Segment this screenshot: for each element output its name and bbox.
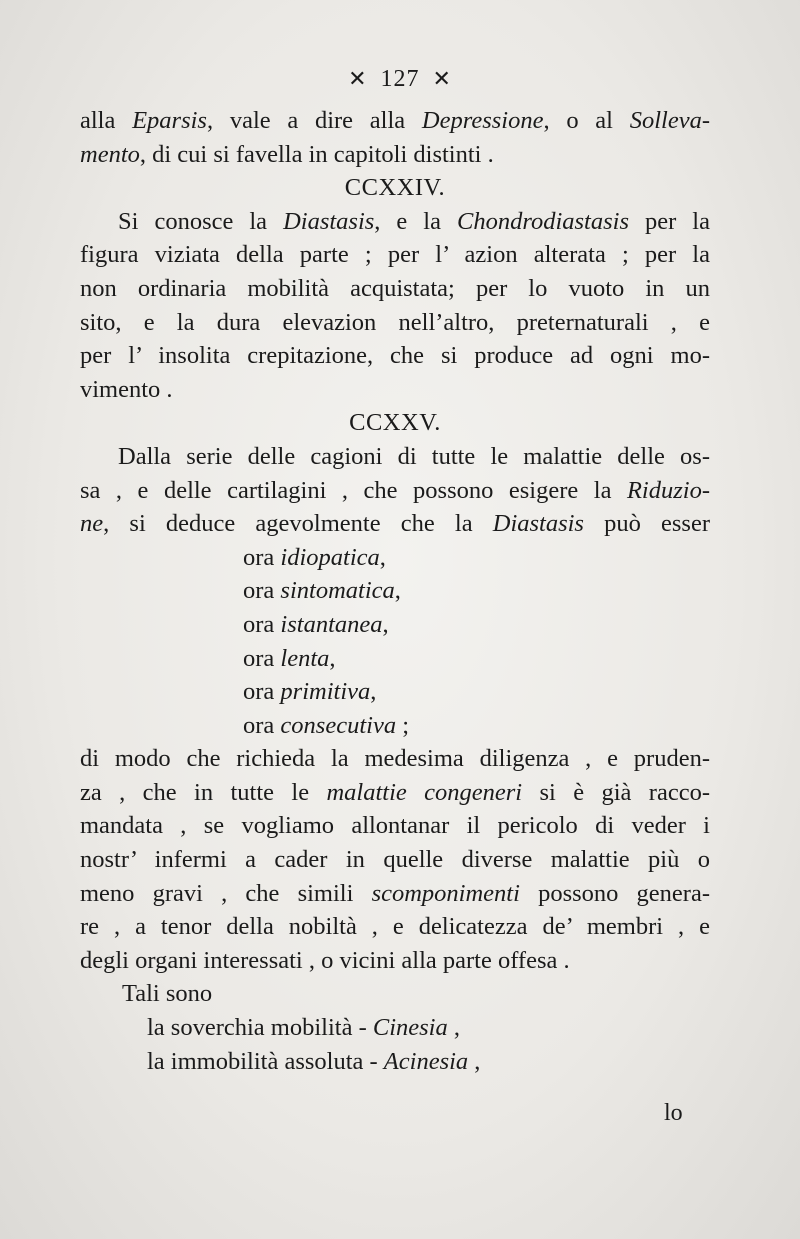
text-run: per la bbox=[629, 207, 710, 235]
italic-term: malattie congeneri bbox=[326, 778, 523, 806]
text-run: Si conosce la bbox=[118, 207, 284, 235]
italic-term: primitiva bbox=[280, 678, 371, 706]
text-run: , bbox=[447, 1014, 460, 1042]
text-run: ora bbox=[243, 711, 281, 739]
text-run: , si deduce agevolmente che la bbox=[103, 510, 493, 538]
text-run: , vale a dire alla bbox=[206, 107, 422, 134]
italic-term: lenta bbox=[280, 644, 330, 672]
text-run: alla bbox=[80, 107, 133, 134]
italic-term: mento bbox=[80, 140, 140, 168]
text-run: , bbox=[329, 644, 336, 672]
text-line: Dalla serie delle cagioni di tutte le malattie delle os- bbox=[118, 442, 710, 470]
text-line: non ordinaria mobilità acquistata; per lo vuoto in un bbox=[80, 274, 710, 302]
italic-term: Diastasis bbox=[492, 510, 584, 538]
italic-term: scomponimenti bbox=[371, 879, 520, 907]
text-run: , bbox=[370, 678, 377, 706]
italic-term: Chondrodiastasis bbox=[457, 207, 629, 235]
section-heading: CCXXV. bbox=[349, 409, 441, 437]
ornament-left-icon: ✕ bbox=[348, 66, 368, 91]
italic-term: Eparsis bbox=[132, 107, 207, 134]
italic-term: Solleva- bbox=[629, 107, 710, 134]
text-line bbox=[80, 507, 710, 541]
text-line: degli organi interessati , o vicini alla parte offesa . bbox=[80, 946, 570, 974]
text-run: ora bbox=[243, 678, 281, 706]
text-run: , bbox=[468, 1047, 481, 1075]
text-line: re , a tenor della nobiltà , e delicatezza de’ membri , e bbox=[80, 913, 710, 941]
text-run: si è già racco- bbox=[522, 778, 710, 806]
list-item bbox=[80, 709, 710, 743]
italic-term: ne bbox=[80, 510, 104, 538]
italic-term: Riduzio- bbox=[626, 476, 710, 504]
catchword: lo bbox=[664, 1100, 683, 1126]
text-run: la immobilità assoluta - bbox=[147, 1047, 384, 1075]
list-item bbox=[80, 1011, 710, 1045]
page-header bbox=[0, 66, 800, 93]
italic-term: Cinesia bbox=[372, 1014, 448, 1042]
text-run: , bbox=[379, 543, 386, 571]
text-line bbox=[80, 104, 710, 138]
text-line: figura viziata della parte ; per l’ azion alterata ; per la bbox=[80, 241, 710, 269]
ornament-right-icon: ✕ bbox=[432, 66, 452, 91]
text-run: za , che in tutte le bbox=[80, 778, 327, 806]
page-number: 127 bbox=[380, 66, 420, 92]
italic-term: Diastasis bbox=[283, 207, 375, 235]
text-run: possono genera- bbox=[519, 879, 710, 907]
italic-term: Depressione bbox=[421, 107, 544, 134]
italic-term: sintomatica bbox=[280, 577, 395, 605]
text-run: la soverchia mobilità - bbox=[147, 1014, 373, 1042]
text-line bbox=[80, 205, 710, 239]
text-run: ora bbox=[243, 644, 281, 672]
text-line: di modo che richieda la medesima diligenza , e pruden- bbox=[80, 745, 710, 773]
text-run: , bbox=[382, 610, 389, 638]
text-line bbox=[80, 138, 710, 172]
text-line: vimento . bbox=[80, 375, 173, 403]
text-run: ora bbox=[243, 543, 281, 571]
text-run: può esser bbox=[583, 510, 710, 538]
italic-term: istantanea bbox=[280, 610, 383, 638]
list-item bbox=[80, 608, 710, 642]
text-line: nostr’ infermi a cader in quelle diverse malattie più o bbox=[80, 846, 710, 874]
text-line: Tali sono bbox=[122, 980, 213, 1008]
text-line bbox=[80, 776, 710, 810]
text-line: sito, e la dura elevazion nell’altro, preternaturali , e bbox=[80, 308, 710, 336]
text-run: sa , e delle cartilagini , che possono esigere la bbox=[80, 476, 627, 504]
body-text bbox=[80, 104, 710, 1078]
text-run: ora bbox=[243, 610, 281, 638]
list-item bbox=[80, 1045, 710, 1079]
text-run: , o al bbox=[543, 107, 630, 134]
text-line bbox=[80, 877, 710, 911]
text-run: ; bbox=[396, 711, 410, 739]
text-run: , di cui si favella in capitoli distinti . bbox=[139, 140, 494, 168]
text-line bbox=[80, 474, 710, 508]
text-run: , bbox=[394, 577, 401, 605]
list-item bbox=[80, 642, 710, 676]
italic-term: consecutiva bbox=[280, 711, 397, 739]
text-run: meno gravi , che simili bbox=[80, 879, 372, 907]
text-run: ora bbox=[243, 577, 281, 605]
text-line: per l’ insolita crepitazione, che si produce ad ogni mo- bbox=[80, 342, 710, 370]
list-item bbox=[80, 574, 710, 608]
section-heading: CCXXIV. bbox=[344, 174, 446, 202]
text-line: mandata , se vogliamo allontanar il pericolo di veder i bbox=[80, 812, 710, 840]
text-run: , e la bbox=[374, 207, 457, 235]
list-item bbox=[80, 541, 710, 575]
italic-term: Acinesia bbox=[383, 1047, 469, 1075]
list-item bbox=[80, 675, 710, 709]
italic-term: idiopatica bbox=[280, 543, 380, 571]
